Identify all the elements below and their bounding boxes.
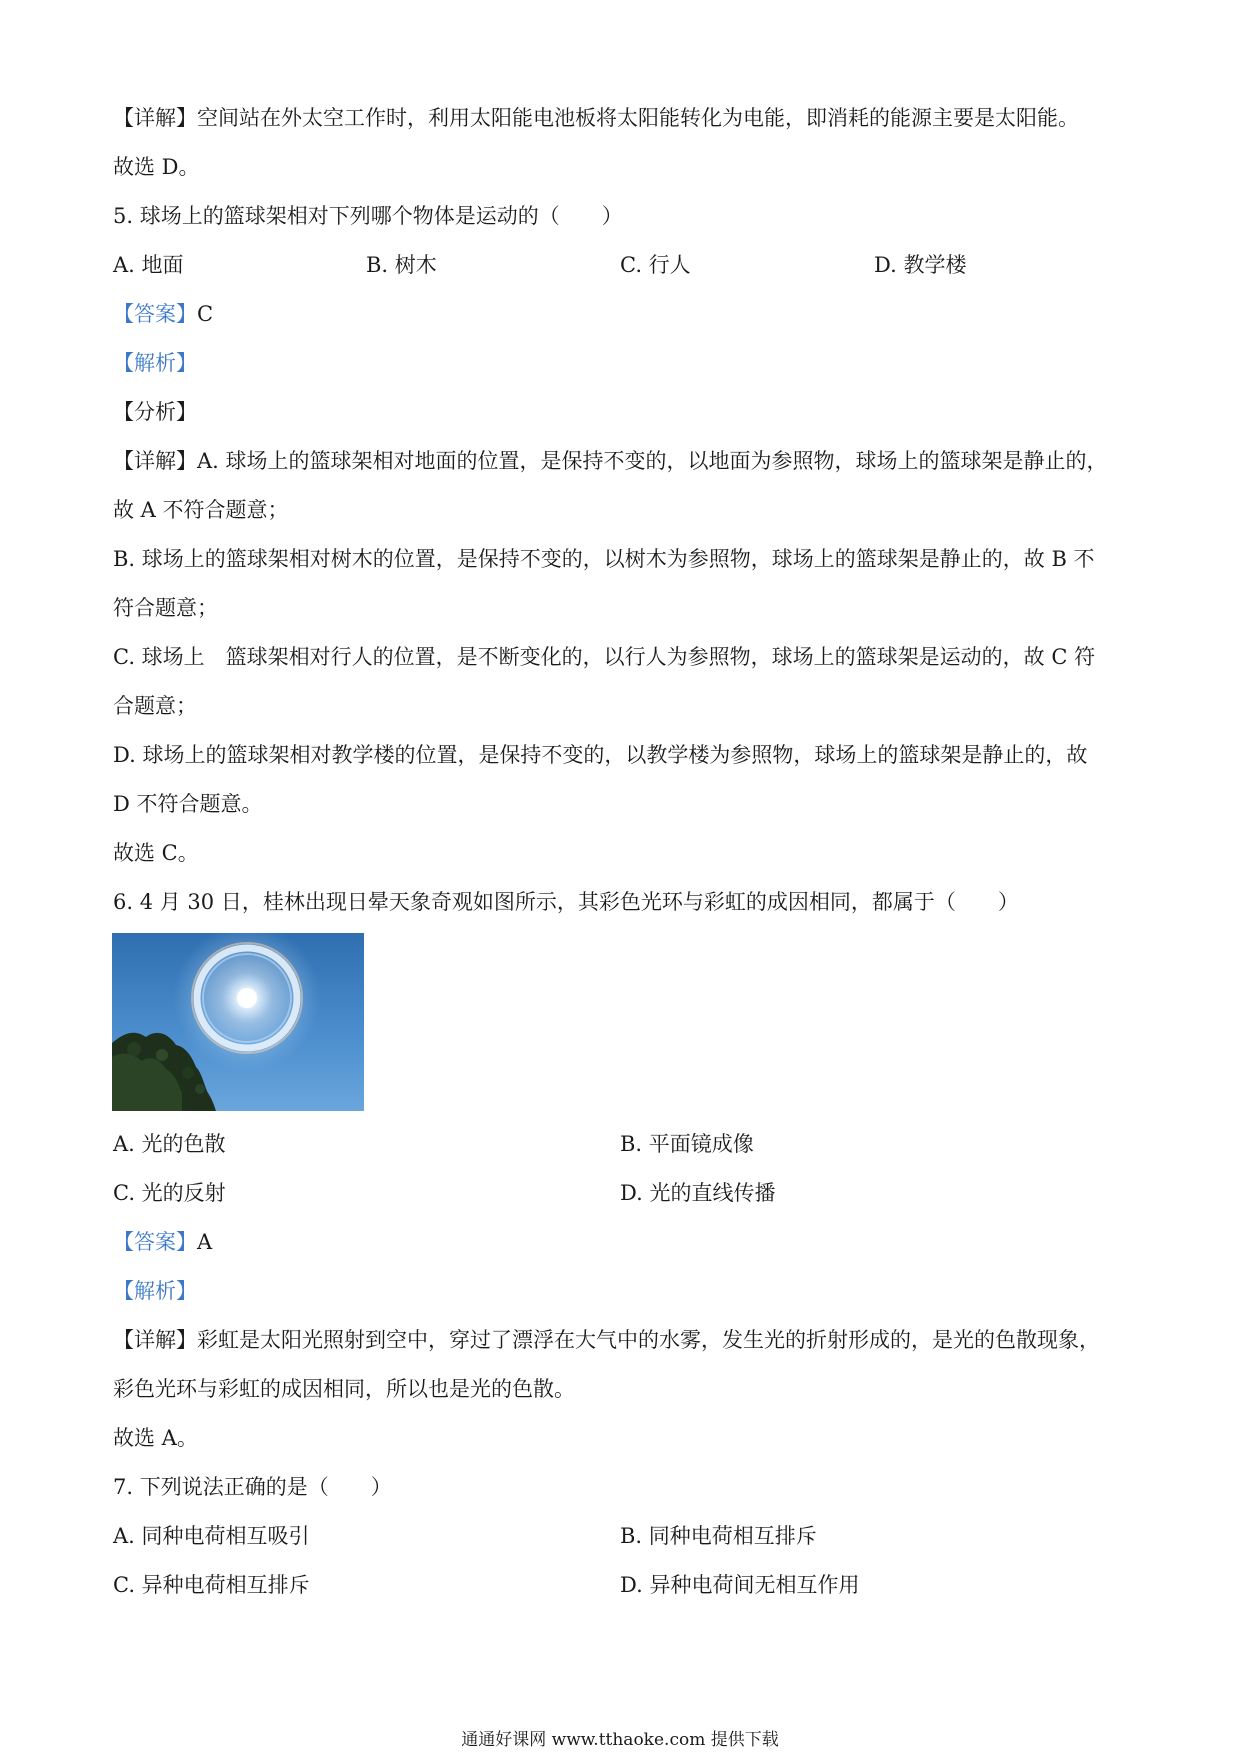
sun-halo-illustration (112, 933, 364, 1111)
q5-detail-line-2: 故 A 不符合题意； (113, 498, 289, 522)
q7-option-a: A. 同种电荷相互吸引 (113, 1524, 310, 1548)
q6-option-a: A. 光的色散 (113, 1132, 226, 1156)
q6-option-c: C. 光的反射 (113, 1181, 226, 1205)
q7-stem: 7. 下列说法正确的是（ ） (113, 1475, 392, 1499)
q5-detail-line-3: B. 球场上的篮球架相对树木的位置，是保持不变的，以树木为参照物，球场上的篮球架是静止的，故 B 不 (113, 547, 1095, 571)
q6-answer-tag: 【答案】 (113, 1230, 197, 1254)
q6-option-d: D. 光的直线传播 (620, 1181, 776, 1205)
q5-option-b: B. 树木 (366, 253, 437, 277)
q6-conclusion: 故选 A。 (113, 1426, 198, 1450)
q5-detail-line-7: D. 球场上的篮球架相对教学楼的位置，是保持不变的，以教学楼为参照物，球场上的篮球架是静止的，故 (113, 743, 1088, 767)
q5-detail-line-4: 符合题意； (113, 596, 218, 620)
q7-option-b: B. 同种电荷相互排斥 (620, 1524, 817, 1548)
q5-option-d: D. 教学楼 (874, 253, 967, 277)
q5-answer-tag: 【答案】 (113, 302, 197, 326)
q6-option-b: B. 平面镜成像 (620, 1132, 754, 1156)
q5-conclusion: 故选 C。 (113, 841, 199, 865)
intro-detail: 【详解】空间站在外太空工作时，利用太阳能电池板将太阳能转化为电能，即消耗的能源主要是太阳能。 (113, 106, 1079, 130)
q5-analyze-tag: 【分析】 (113, 400, 197, 424)
q5-detail-line-6: 合题意； (113, 694, 197, 718)
q6-analysis-tag: 【解析】 (113, 1279, 197, 1303)
q5-option-a: A. 地面 (113, 253, 184, 277)
q5-answer (113, 300, 213, 328)
q6-stem: 6. 4 月 30 日，桂林出现日晕天象奇观如图所示，其彩色光环与彩虹的成因相同，都属于（ ） (113, 890, 1019, 914)
q6-answer-value: A (197, 1230, 213, 1254)
q5-detail-line-5: C. 球场上 篮球架相对行人的位置，是不断变化的，以行人为参照物，球场上的篮球架是运动的，故 C 符 (113, 645, 1096, 669)
q5-detail-line-8: D 不符合题意。 (113, 792, 263, 816)
q5-stem: 5. 球场上的篮球架相对下列哪个物体是运动的（ ） (113, 204, 623, 228)
q5-detail-line-1: 【详解】A. 球场上的篮球架相对地面的位置，是保持不变的，以地面为参照物，球场上的篮球架是静止的， (113, 449, 1108, 473)
intro-conclusion: 故选 D。 (113, 155, 200, 179)
q5-answer-value: C (197, 302, 214, 326)
q7-option-d: D. 异种电荷间无相互作用 (620, 1573, 860, 1597)
sun-halo-photo (112, 933, 364, 1111)
q5-analysis-tag: 【解析】 (113, 351, 197, 375)
page-footer: 通通好课网 www.tthaoke.com 提供下载 (461, 1730, 779, 1750)
q6-detail-line-2: 彩色光环与彩虹的成因相同，所以也是光的色散。 (113, 1377, 575, 1401)
q6-answer (113, 1228, 212, 1256)
q6-detail-line-1: 【详解】彩虹是太阳光照射到空中，穿过了漂浮在大气中的水雾，发生光的折射形成的，是光的色散现象， (113, 1328, 1100, 1352)
q7-option-c: C. 异种电荷相互排斥 (113, 1573, 310, 1597)
q5-option-c: C. 行人 (620, 253, 691, 277)
